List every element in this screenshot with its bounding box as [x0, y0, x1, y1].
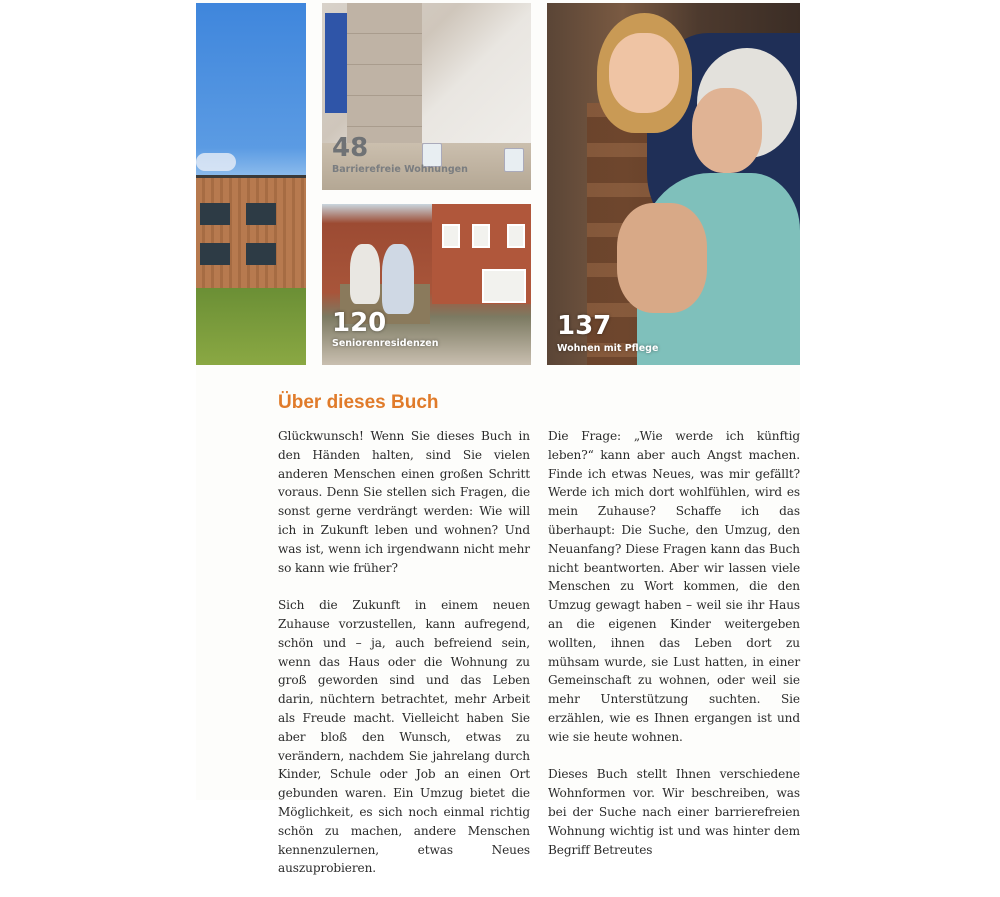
- renovation-bathroom-photo: [322, 3, 531, 190]
- stat-number-residenzen: 120: [332, 308, 387, 338]
- paragraph: Sich die Zukunft in einem neuen Zuhause vorzustellen, kann aufregend, schön und – ja, auch befreiend sein, wenn das Haus oder die Wohnung zu groß geworden sind und das Leben darin, nüchtern betrachtet, mehr Arbeit als Freude macht. Vielleicht haben Sie aber bloß den Wunsch, etwas zu verändern, nachdem Sie jahrelang durch Kinder, Schule oder Job an einen Ort gebunden waren. Ein Umzug bietet die Möglichkeit, es sich noch einmal richtig schön zu machen, andere Menschen kennenzulernen, etwas Neues auszuprobieren.: [278, 598, 530, 876]
- paragraph: Die Frage: „Wie werde ich künftig leben?“ kann aber auch Angst machen. Finde ich etwas Neues, was mir gefällt? Werde ich mich dort wohlfühlen, wird es mein Zuhause? Schaffe ich das überhaupt: Die Suche, den Umzug, den Neuanfang? Diese Fragen kann das Buch nicht beantworten. Aber wir lassen viele Menschen zu Wort kommen, die den Umzug gewagt haben – weil sie ihr Haus an die eigenen Kinder weitergeben wollten, ihnen das Leben dort zu mühsam wurde, sie Lust hatten, in einer Gemeinschaft zu wohnen, oder weil sie mehr Unterstützung suchten. Sie erzählen, wie es Ihnen ergangen ist und wie sie heute wohnen.: [548, 429, 800, 744]
- text-column-right: [548, 427, 800, 878]
- senior-couple-garden-photo: [322, 204, 531, 365]
- text-column-left: [278, 427, 530, 897]
- nurse-and-senior-photo: [547, 3, 800, 365]
- stat-label-residenzen: Seniorenresidenzen: [332, 338, 439, 349]
- section-heading: Über dieses Buch: [278, 392, 439, 413]
- modern-house-photo: [196, 3, 306, 365]
- stat-label-pflege: Wohnen mit Pflege: [557, 343, 659, 354]
- stat-label-barrierefrei: Barrierefreie Wohnungen: [332, 164, 468, 175]
- paragraph: Glückwunsch! Wenn Sie dieses Buch in den Händen halten, sind Sie vielen anderen Menschen einen großen Schritt voraus. Denn Sie stellen sich Fragen, die sonst gerne verdrängt werden: Wie will ich in Zukunft leben und wohnen? Und was ist, wenn ich irgendwann nicht mehr so kann wie früher?: [278, 429, 530, 575]
- stat-number-pflege: 137: [557, 311, 612, 341]
- stat-number-barrierefrei: 48: [332, 133, 369, 163]
- paragraph: Dieses Buch stellt Ihnen verschiedene Wohnformen vor. Wir beschreiben, was bei der Suche nach einer barrierefreien Wohnung wichtig ist und was hinter dem Begriff Betreutes: [548, 767, 800, 857]
